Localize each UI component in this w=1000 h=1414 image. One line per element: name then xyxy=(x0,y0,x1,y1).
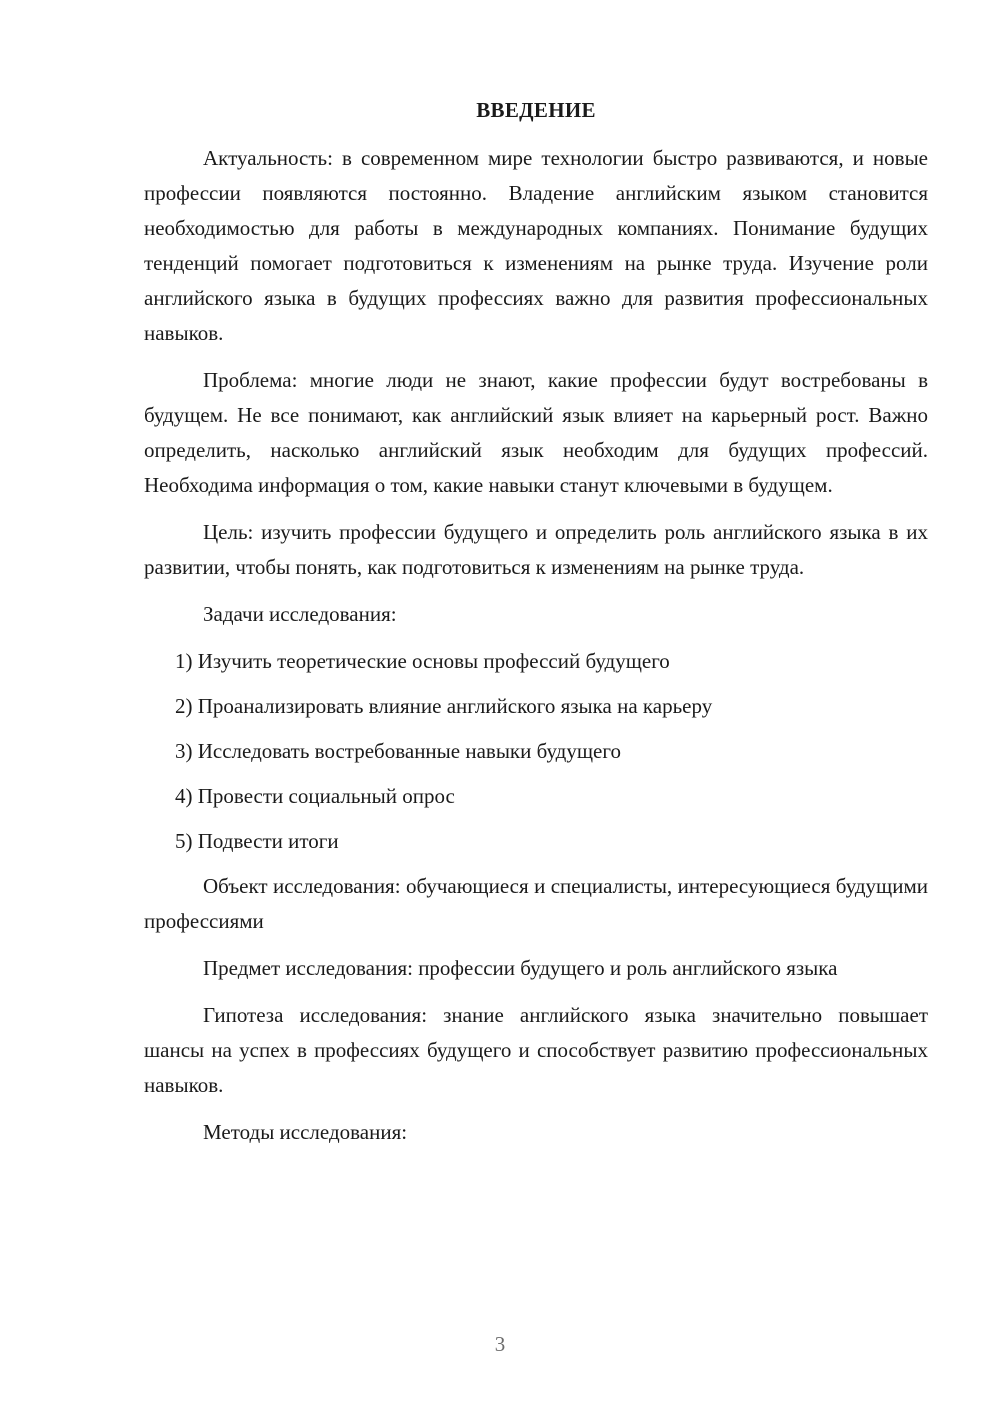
task-item: 2) Проанализировать влияние английского языка на карьеру xyxy=(175,694,713,718)
tasks-heading: Задачи исследования: xyxy=(203,602,397,626)
hypothesis-paragraph: Гипотеза исследования: знание английского языка значительно повышает шансы на успех в профессиях будущего и способствует развитию профессиональных навыков. xyxy=(144,1003,928,1097)
task-item: 4) Провести социальный опрос xyxy=(175,784,455,808)
goal-paragraph: Цель: изучить профессии будущего и определить роль английского языка в их развитии, чтобы понять, как подготовиться к изменениям на рынке труда. xyxy=(144,520,928,579)
task-item: 1) Изучить теоретические основы профессий будущего xyxy=(175,649,670,673)
page-number: 3 xyxy=(494,1332,506,1356)
research-object-paragraph: Объект исследования: обучающиеся и специалисты, интересующиеся будущими профессиями xyxy=(144,874,928,933)
relevance-paragraph: Актуальность: в современном мире технологии быстро развиваются, и новые профессии появляются постоянно. Владение английским языком становится необходимостью для работы в международных компаниях. Понимание будущих тенденций помогает подготовиться к изменениям на рынке труда. Изучение роли английского языка в будущих профессиях важно для развития профессиональных навыков. xyxy=(144,146,928,345)
task-item: 5) Подвести итоги xyxy=(175,829,339,853)
research-subject-paragraph: Предмет исследования: профессии будущего и роль английского языка xyxy=(203,956,838,980)
page-content xyxy=(144,95,928,1162)
section-heading: ВВЕДЕНИЕ xyxy=(476,98,596,122)
problem-paragraph: Проблема: многие люди не знают, какие профессии будут востребованы в будущем. Не все понимают, как английский язык влияет на карьерный рост. Важно определить, насколько английский язык необходим для будущих профессий. Необходима информация о том, какие навыки станут ключевыми в будущем. xyxy=(144,368,928,497)
methods-heading: Методы исследования: xyxy=(203,1120,408,1144)
task-item: 3) Исследовать востребованные навыки будущего xyxy=(175,739,621,763)
